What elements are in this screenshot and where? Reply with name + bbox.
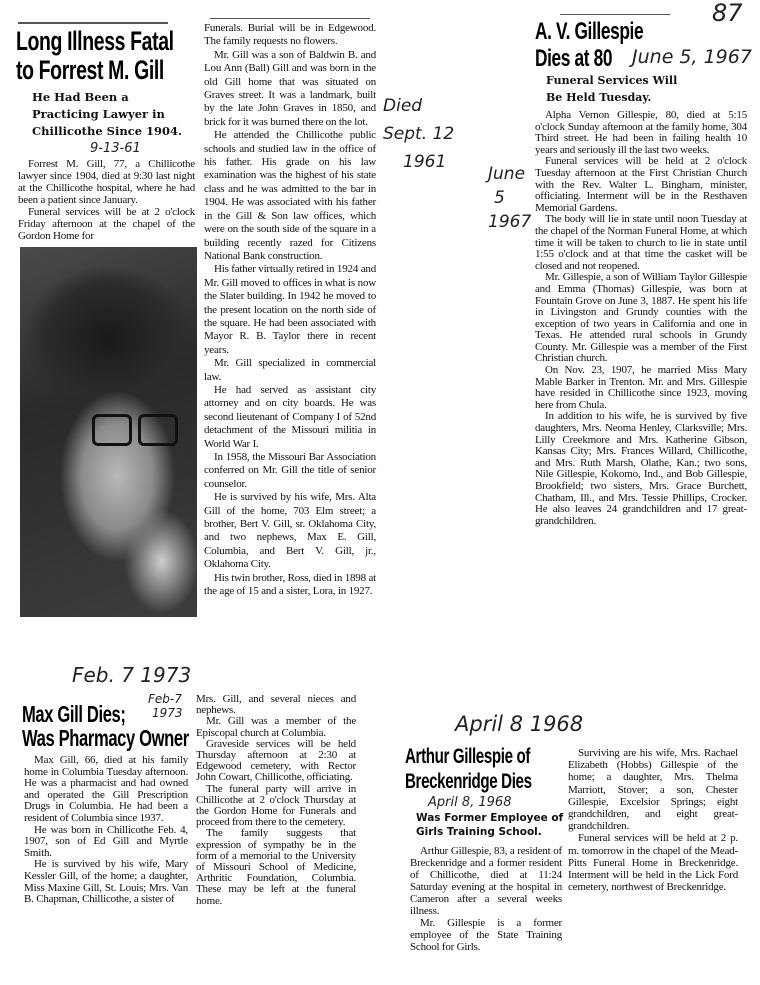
paragraph: The body will lie in state until noon Tuesday at the chapel of the Norman Funeral Home, at which time it will be taken to church to lie in state until 1:55 o'clock and at that time the casket will be closed and not reopened.	[535, 213, 747, 272]
paragraph: Funerals. Burial will be in Edgewood. The family requests no flowers.	[204, 22, 376, 48]
headline-line: Dies at 80	[535, 45, 613, 72]
handwritten-inline-date: April 8, 1968	[428, 795, 512, 810]
paragraph: He was born in Chillicothe Feb. 4, 1907, son of Ed Gill and Myrtle Smith.	[24, 823, 188, 859]
paragraph: His father virtually retired in 1924 and Mr. Gill moved to offices in what is now the Slater building. In 1942 he moved to the present location on the north side of the square. He had been associated with Mayor R. B. Taylor there in recent years.	[204, 263, 376, 356]
article-column-2	[204, 22, 376, 598]
headline	[22, 702, 189, 750]
paragraph: He attended the Chillicothe public schools and studied law in the office of his father. His grade on his law examination was the highest of his state class and he was admitted to the bar in 1904. He was associated with his father in the Gill & Son law offices, which were on the south side of the square in a building recently razed for Citizens National Bank construction.	[204, 129, 376, 262]
paragraph: In 1958, the Missouri Bar Association conferred on Mr. Gill the title of senior counselor.	[204, 451, 376, 490]
article-body	[535, 110, 747, 527]
subhead	[32, 89, 182, 140]
headline	[405, 744, 532, 794]
subhead	[416, 811, 563, 839]
paragraph: Surviving are his wife, Mrs. Rachael Elizabeth (Hobbs) Gillespie of the home; a daughter, Mrs. Thelma Marriott, Stover; a son, Chester Gillespie, Excelsior Springs; eight grandchildren, and eight great-grandchildren.	[568, 747, 738, 833]
article-column-1	[24, 755, 188, 906]
note-line: Sept. 12	[383, 124, 455, 144]
paragraph: Mr. Gill was a son of Baldwin B. and Lou Ann (Ball) Gill and was born in the old Gill home that was situated on Graves street. It was a landmark, built by the late John Graves in 1850, and brick for it was burned there on the lot.	[204, 48, 376, 128]
paragraph: He is survived by his wife, Mary Kessler Gill, of the home; a daughter, Miss Maxine Gill, St. Louis; Mrs. Van B. Chapman, Chillicothe, a sister of	[24, 858, 188, 906]
handwritten-margin-date	[488, 162, 531, 234]
paragraph: Alpha Vernon Gillespie, 80, died at 5:15 o'clock Sunday afternoon at the family home, 304 Third street. He had been in failing health 10 years and seriously ill the last two weeks.	[535, 109, 747, 156]
paragraph: Mr. Gillespie is a former employee of the State Training School for Girls.	[410, 917, 562, 953]
note-line: 1973	[152, 706, 183, 720]
headline	[535, 18, 643, 72]
headline-line: Was Pharmacy Owner	[22, 725, 189, 751]
handwritten-date: April 8 1968	[455, 712, 584, 736]
note-line: 1961	[403, 152, 447, 172]
article-column-1	[410, 845, 562, 953]
paragraph: Funeral services will be at 2 o'clock Friday afternoon at the chapel of the Gordon Home for	[18, 206, 195, 242]
paragraph: Graveside services will be held Thursday afternoon at 2:30 at Edgewood cemetery, with Rector John Cowart, Chillicothe, officiating.	[196, 737, 356, 784]
subhead-line: Be Held Tuesday.	[546, 91, 652, 104]
note-line: Feb-7	[148, 692, 182, 706]
subhead-line: Practicing Lawyer in	[32, 107, 165, 121]
headline-line: to Forrest M. Gill	[16, 55, 164, 85]
article-column-2	[196, 694, 356, 907]
paragraph: Funeral services will be held at 2 o'clock Tuesday afternoon at the First Christian Church with the Rev. Walter L. Bingham, minister, officiating. Interment will be in the Resthaven Memorial Gardens.	[535, 155, 747, 214]
paragraph: The family suggests that expression of sympathy be in the form of a memorial to the University of Missouri School of Medicine, Arthritic Foundation, Columbia. These may be left at the funeral home.	[196, 827, 356, 907]
subhead-line: Funeral Services Will	[546, 74, 678, 87]
paragraph: He had served as assistant city attorney and on city boards. He was second lieutenant of Company I of 52nd detachment of the Missouri militia in World War I.	[204, 383, 376, 450]
paragraph: Arthur Gillespie, 83, a resident of Breckenridge and a former resident of Chillicothe, died at 11:24 Saturday evening at the hospital in Cameron after a several weeks illness.	[410, 845, 562, 917]
headline-line: Arthur Gillespie of	[405, 745, 531, 768]
handwritten-date: Feb. 7 1973	[72, 663, 192, 687]
paragraph: Mr. Gillespie, a son of William Taylor Gillespie and Emma (Thomas) Gillespie, was born at Fountain Grove on June 3, 1887. He spent his life in Livingston and Grundy counties with the exception of two years in California and one in Texas. He attended rural schools in Grundy County. Mr. Gillespie was a member of the First Christian church.	[535, 271, 747, 365]
headline-line: A. V. Gillespie	[535, 18, 644, 45]
article-column-2	[568, 747, 738, 893]
page-number-note: 87	[712, 0, 743, 27]
subhead-line: He Had Been a	[32, 90, 129, 104]
subhead-line: Chillicothe Since 1904.	[32, 124, 183, 138]
paragraph: Mr. Gill specialized in commercial law.	[204, 357, 376, 383]
subhead-line: Was Former Employee of	[416, 812, 564, 824]
paragraph: The funeral party will arrive in Chillicothe at 2 o'clock Thursday at the Gordon Home for Funerals and proceed from there to the cemetery.	[196, 782, 356, 829]
paragraph: Funeral services will be held at 2 p. m. tomorrow in the chapel of the Mead-Pitts Funeral Home in Breckenridge. Interment will be held in the Lick Ford cemetery, northwest of Breckenridge.	[568, 832, 738, 894]
headline-line: Breckenridge Dies	[405, 770, 532, 793]
note-line: 1967	[488, 212, 532, 232]
handwritten-date: June 5, 1967	[632, 46, 752, 68]
headline	[16, 27, 174, 85]
paragraph: Mr. Gill was a member of the Episcopal church at Columbia.	[196, 715, 356, 739]
paragraph: In addition to his wife, he is survived by five daughters, Mrs. Neoma Henley, Clarksville; Mrs. Lilly Creekmore and Mrs. Katherine Gibson, Kansas City; Mrs. Frances Willard, Chillicothe, and Mrs. Ruth Marsh, Olathe, Kan.; two sons, Nile Gillespie, Kokomo, Ind., and Bob Gillespie, Brookfield; two sisters, Mrs. Grace Burchett, Chatham, Ill., and Mrs. Tessie Phillips, Crocker. He also leaves 24 grandchildren and 17 great-grandchildren.	[535, 410, 747, 527]
portrait-photo	[20, 247, 197, 617]
headline-line: Max Gill Dies;	[22, 701, 126, 727]
paragraph: Max Gill, 66, died at his family home in Columbia Tuesday afternoon. He was a pharmacist and had owned and operated the Gill Prescription Drugs in Columbia. He had been a resident of Columbia since 1937.	[24, 754, 188, 824]
paragraph: His twin brother, Ross, died in 1898 at the age of 15 and a sister, Lora, in 1927.	[204, 571, 376, 598]
paragraph: On Nov. 23, 1907, he married Miss Mary Mable Barker in Trenton. Mr. and Mrs. Gillespie have resided in Chillicothe since 1923, moving here from Chula.	[535, 364, 747, 411]
paragraph: He is survived by his wife, Mrs. Alta Gill of the home, 703 Elm street; a brother, Bert V. Gill, sr. Oklahoma City, and two nephews, Max E. Gill, Columbia, and Bert V. Gill, jr., Oklahoma City.	[204, 491, 376, 571]
subhead-line: Girls Training School.	[416, 826, 542, 838]
handwritten-death-date	[383, 92, 454, 176]
article-column-1	[18, 158, 195, 242]
subhead	[546, 72, 677, 106]
headline-line: Long Illness Fatal	[16, 26, 174, 56]
paragraph: Forrest M. Gill, 77, a Chillicothe lawyer since 1904, died at 9:30 last night at the Chillicothe hospital, where he had been a patient since January.	[18, 158, 195, 206]
note-line: Died	[383, 96, 423, 116]
note-line: June	[488, 164, 526, 184]
handwritten-date: 9-13-61	[90, 141, 141, 156]
paragraph: Mrs. Gill, and several nieces and nephews.	[196, 693, 356, 717]
note-line: 5	[494, 188, 505, 208]
